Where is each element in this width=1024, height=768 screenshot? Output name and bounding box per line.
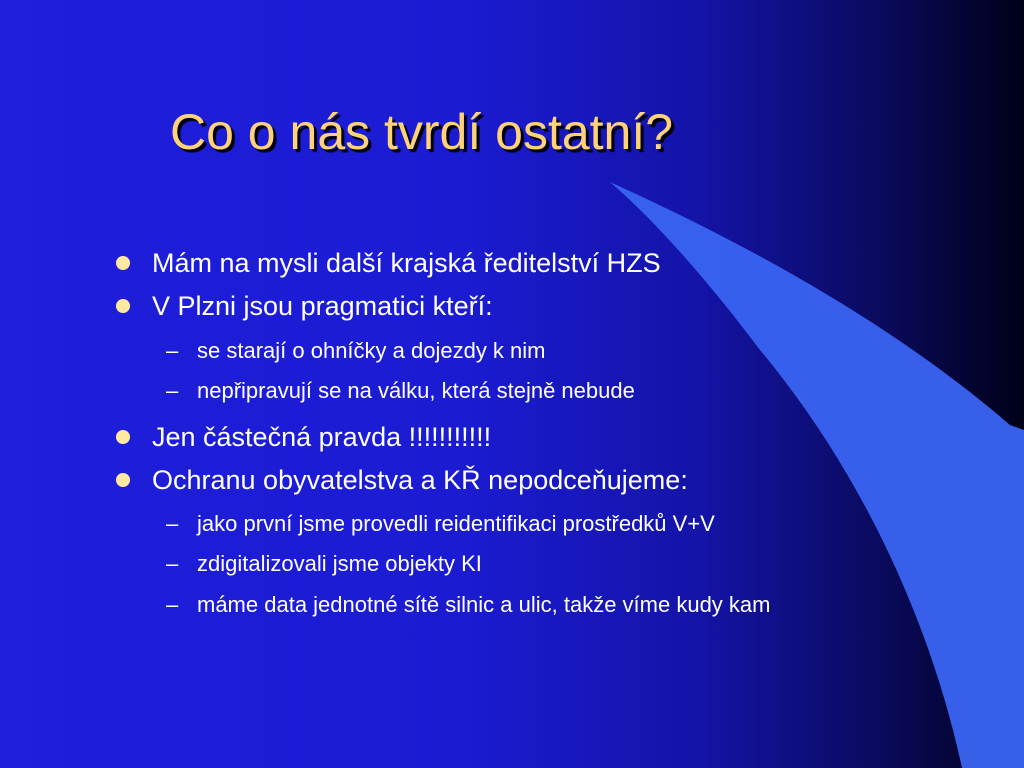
sub-bullet-item [166,377,635,405]
sub-bullet-item [166,550,482,578]
sub-bullet-item [166,337,546,365]
bullet-text: Jen částečná pravda !!!!!!!!!!! [152,422,492,452]
bullet-item [152,246,661,280]
sub-bullet-item [166,591,771,619]
sub-bullet-item [166,510,715,538]
bullet-item [152,289,493,323]
bullet-text: Mám na mysli další krajská ředitelství HZS [152,248,661,278]
dash-marker: – [166,592,179,617]
bullet-dot-icon [116,256,130,270]
bullet-item [152,463,688,497]
dash-marker: – [166,378,179,403]
dash-marker: – [166,511,179,536]
dash-marker: – [166,551,179,576]
sub-bullet-text: nepřipravují se na válku, která stejně nebude [197,378,635,403]
dash-marker: – [166,338,179,363]
sub-bullet-text: se starají o ohníčky a dojezdy k nim [197,338,546,363]
bullet-dot-icon [116,473,130,487]
bullet-text: V Plzni jsou pragmatici kteří: [152,291,493,321]
sub-bullet-text: zdigitalizovali jsme objekty KI [197,551,482,576]
sub-bullet-text: máme data jednotné sítě silnic a ulic, takže víme kudy kam [197,592,771,617]
sub-bullet-text: jako první jsme provedli reidentifikaci prostředků V+V [197,511,715,536]
bullet-dot-icon [116,299,130,313]
bullet-text: Ochranu obyvatelstva a KŘ nepodceňujeme: [152,465,688,495]
slide-title: Co o nás tvrdí ostatní? [170,104,674,160]
bullet-dot-icon [116,430,130,444]
bullet-item [152,420,491,454]
